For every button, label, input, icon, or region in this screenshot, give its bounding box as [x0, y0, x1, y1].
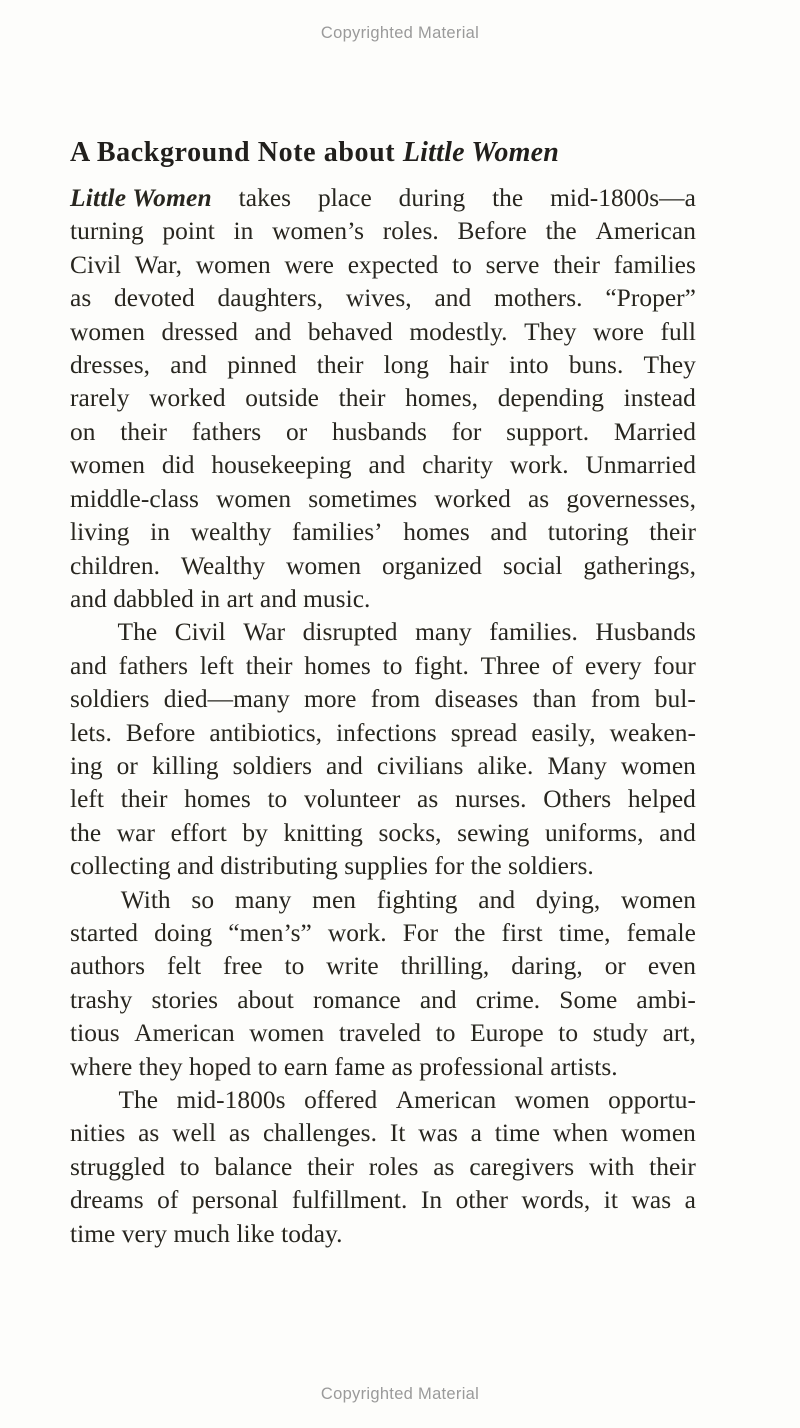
- word: women: [620, 751, 696, 780]
- text-line: [70, 1084, 696, 1117]
- inline-book-title: Little Women: [70, 184, 212, 213]
- word: study: [592, 1019, 648, 1048]
- word: support.: [506, 417, 590, 446]
- word: Before: [125, 718, 196, 747]
- word: as: [527, 484, 550, 513]
- word: ing: [70, 751, 103, 780]
- text-line: [70, 817, 696, 850]
- text-line: [70, 1218, 696, 1251]
- word: The: [117, 618, 158, 647]
- word: of: [551, 651, 574, 680]
- word: serve: [485, 250, 540, 279]
- word: and: [170, 351, 208, 380]
- word: wore: [592, 317, 644, 346]
- word: civilians: [376, 751, 464, 780]
- word: sewing: [457, 818, 530, 847]
- word: started: [70, 918, 139, 947]
- word: Some: [559, 985, 618, 1014]
- word: dying,: [535, 885, 601, 914]
- word: Before: [457, 217, 527, 246]
- paragraph-indent: [70, 1084, 100, 1117]
- word: their: [120, 785, 168, 814]
- word: organized: [381, 551, 483, 580]
- word: uniforms,: [545, 818, 644, 847]
- copyright-watermark-top: Copyrighted Material: [320, 24, 480, 42]
- word: nities: [70, 1119, 126, 1148]
- text-line: [70, 884, 696, 917]
- word: children.: [70, 551, 160, 580]
- word: than: [532, 685, 577, 714]
- paragraph-2: [70, 616, 696, 883]
- word: roles.: [382, 217, 439, 246]
- page-title-prefix: A Background Note about: [70, 137, 403, 168]
- word: Civil: [70, 250, 122, 279]
- text-line: [70, 282, 696, 315]
- word: on: [70, 417, 96, 446]
- word: time very much like today.: [70, 1219, 343, 1248]
- word: families.: [489, 618, 578, 647]
- word: a: [684, 1186, 696, 1215]
- word: nurses.: [454, 785, 527, 814]
- word: They: [524, 317, 577, 346]
- word: helped: [627, 785, 696, 814]
- word: living: [70, 518, 130, 547]
- word: their: [649, 518, 696, 547]
- word: their: [307, 1152, 354, 1181]
- word: Civil: [174, 618, 226, 647]
- word: Many: [547, 751, 607, 780]
- word: fathers: [118, 651, 189, 680]
- word: women: [620, 1119, 696, 1148]
- text-line: [70, 1017, 696, 1050]
- word: as: [433, 1152, 455, 1181]
- word: every: [584, 651, 642, 680]
- text-line: [70, 650, 696, 683]
- word: so: [191, 885, 215, 914]
- word: killing: [151, 751, 219, 780]
- word: stories: [151, 985, 219, 1014]
- word: With: [120, 885, 171, 914]
- word: tutoring: [547, 518, 629, 547]
- word: collecting and distributing supplies for the soldiers.: [70, 852, 594, 881]
- text-line: [70, 316, 696, 349]
- text-line: [70, 917, 696, 950]
- word: was: [418, 1119, 458, 1148]
- word: and: [490, 518, 528, 547]
- paragraph-4: [70, 1084, 696, 1251]
- word: the: [545, 217, 577, 246]
- word: to: [435, 1019, 456, 1048]
- word: and dabbled in art and music.: [70, 584, 371, 613]
- word: a: [470, 1119, 482, 1148]
- word: For: [402, 918, 439, 947]
- text-line: [70, 382, 696, 415]
- text-line: [70, 683, 696, 716]
- word: to: [267, 785, 288, 814]
- word: The: [118, 1086, 159, 1114]
- word: long: [383, 351, 429, 380]
- word: felt: [167, 952, 202, 981]
- word: women: [286, 551, 362, 580]
- word: in: [233, 217, 254, 246]
- word: disrupted: [302, 618, 398, 647]
- word: when: [552, 1119, 609, 1148]
- word: as: [70, 284, 92, 313]
- word: women: [70, 451, 145, 480]
- word: Europe: [470, 1019, 544, 1048]
- word: trashy: [70, 985, 133, 1014]
- word: homes: [304, 651, 371, 680]
- page-title: [70, 136, 696, 169]
- word: women: [195, 250, 271, 279]
- word: women: [249, 1019, 325, 1048]
- word: and: [659, 818, 696, 847]
- word: American: [395, 1086, 497, 1114]
- word: War: [243, 618, 286, 647]
- text-line: [70, 550, 696, 583]
- word: full: [660, 317, 696, 346]
- word: as: [138, 1119, 160, 1148]
- word: time: [494, 1119, 541, 1148]
- word: women: [70, 317, 145, 346]
- word: daring,: [511, 952, 583, 981]
- word: where they hoped to earn fame as professional artists.: [70, 1052, 618, 1081]
- text-line: [70, 483, 696, 516]
- word: to: [382, 651, 403, 680]
- word: dressed: [161, 317, 239, 346]
- word: socks,: [378, 818, 442, 847]
- word: struggled: [70, 1152, 165, 1181]
- text-line: [70, 850, 696, 883]
- word: effort: [170, 818, 227, 847]
- word: other: [455, 1186, 509, 1215]
- text-line: [70, 416, 696, 449]
- word: romance: [312, 985, 401, 1014]
- text-line: [70, 1117, 696, 1150]
- word: from: [590, 685, 641, 714]
- text-line: [70, 1051, 696, 1084]
- word: many: [415, 618, 472, 647]
- word: to: [179, 1152, 200, 1181]
- word: to: [284, 952, 305, 981]
- word: daughters,: [217, 284, 324, 313]
- word: American: [595, 217, 696, 246]
- word: In: [420, 1186, 443, 1215]
- word: or: [604, 952, 626, 981]
- word: or: [116, 751, 138, 780]
- word: governesses,: [566, 484, 696, 513]
- word: left: [199, 651, 234, 680]
- word: time,: [558, 918, 611, 947]
- word: from: [370, 685, 421, 714]
- word: soldiers: [232, 751, 313, 780]
- word: more: [304, 685, 357, 714]
- word: balance: [214, 1152, 293, 1181]
- word: bul-: [654, 685, 696, 714]
- word: housekeeping: [211, 451, 352, 480]
- text-line: [70, 783, 696, 816]
- word: fight.: [414, 651, 469, 680]
- word: worked: [149, 384, 226, 413]
- word: middle-class: [70, 484, 199, 513]
- word: tious: [70, 1019, 120, 1048]
- word: dresses,: [70, 351, 151, 380]
- word: by: [242, 818, 268, 847]
- word: Unmarried: [585, 451, 696, 480]
- word: women: [216, 484, 292, 513]
- word: and: [434, 284, 472, 313]
- word: devoted: [114, 284, 195, 313]
- text-line: [70, 616, 696, 649]
- word: traveled: [338, 1019, 422, 1048]
- word: homes: [403, 518, 470, 547]
- word: infections: [336, 718, 437, 747]
- word: homes,: [405, 384, 479, 413]
- word: families’: [291, 518, 383, 547]
- word: challenges.: [262, 1119, 378, 1148]
- word: turning: [70, 217, 144, 246]
- word: easily,: [531, 718, 596, 747]
- paragraph-1: [70, 182, 696, 616]
- text-line: [70, 1184, 696, 1217]
- word: place: [317, 184, 372, 213]
- word: even: [647, 952, 696, 981]
- word: art,: [662, 1019, 696, 1048]
- word: takes: [238, 184, 292, 213]
- word: diseases: [434, 685, 519, 714]
- word: mid-1800s: [176, 1086, 286, 1114]
- paragraph-indent: [70, 616, 100, 649]
- word: for: [451, 417, 482, 446]
- word: depending: [497, 384, 604, 413]
- word: offered: [304, 1086, 378, 1114]
- word: sometimes: [308, 484, 418, 513]
- word: mothers.: [494, 284, 583, 313]
- word: free: [222, 952, 263, 981]
- word: charity: [422, 451, 493, 480]
- word: was: [631, 1186, 672, 1215]
- word: female: [626, 918, 696, 947]
- word: “Proper”: [605, 284, 696, 313]
- word: fathers: [191, 417, 262, 446]
- word: mid-1800s—a: [550, 184, 696, 213]
- word: It: [389, 1119, 406, 1148]
- text-line: [70, 215, 696, 248]
- text-line: [70, 950, 696, 983]
- word: thrilling,: [400, 952, 490, 981]
- word: rarely: [70, 384, 130, 413]
- word: and: [478, 885, 516, 914]
- word: They: [643, 351, 696, 380]
- word: were: [284, 250, 334, 279]
- word: their: [338, 384, 386, 413]
- word: their: [649, 1152, 696, 1181]
- paragraph-indent: [70, 884, 100, 917]
- word: in: [150, 518, 171, 547]
- word: roles: [368, 1152, 419, 1181]
- word: volunteer: [303, 785, 401, 814]
- word: expected: [347, 250, 439, 279]
- word: and: [70, 651, 107, 680]
- word: modestly.: [409, 317, 508, 346]
- word: to: [558, 1019, 579, 1048]
- word: personal: [191, 1186, 279, 1215]
- word: women: [514, 1086, 590, 1114]
- word: point: [162, 217, 215, 246]
- word: War,: [134, 250, 182, 279]
- word: instead: [623, 384, 696, 413]
- text-line: [70, 349, 696, 382]
- word: men: [312, 885, 357, 914]
- word: ambi-: [636, 985, 696, 1014]
- word: social: [502, 551, 563, 580]
- word: Three: [480, 651, 541, 680]
- word: war: [116, 818, 155, 847]
- word: soldiers: [70, 685, 150, 714]
- page-title-book-name: Little Women: [402, 137, 559, 168]
- word: hair: [449, 351, 489, 380]
- paragraph-3: [70, 884, 696, 1084]
- word: behaved: [307, 317, 393, 346]
- body-text: [70, 182, 696, 1251]
- word: spread: [450, 718, 518, 747]
- word: homes: [184, 785, 251, 814]
- word: “men’s”: [228, 918, 312, 947]
- word: the: [492, 184, 524, 213]
- text-line: [70, 750, 696, 783]
- text-line: [70, 182, 696, 215]
- word: buns.: [568, 351, 624, 380]
- word: knitting: [283, 818, 363, 847]
- word: the: [454, 918, 486, 947]
- word: during: [398, 184, 466, 213]
- word: the: [70, 818, 102, 847]
- word: it: [603, 1186, 618, 1215]
- word: caregivers: [469, 1152, 575, 1181]
- word: crime.: [475, 985, 541, 1014]
- word: left: [70, 785, 105, 814]
- word: with: [588, 1152, 635, 1181]
- word: American: [134, 1019, 235, 1048]
- word: work.: [509, 451, 569, 480]
- word: and: [254, 317, 292, 346]
- word: outside: [245, 384, 319, 413]
- word: worked: [434, 484, 511, 513]
- word: about: [237, 985, 294, 1014]
- page-text-block: [70, 136, 696, 1251]
- word: gatherings,: [583, 551, 696, 580]
- text-line: [70, 984, 696, 1017]
- word: Husbands: [595, 618, 696, 647]
- copyright-watermark-bottom: Copyrighted Material: [320, 1385, 480, 1403]
- text-line: [70, 583, 696, 616]
- word: well: [172, 1119, 217, 1148]
- word: families: [613, 250, 696, 279]
- word: many: [234, 885, 292, 914]
- word: antibiotics,: [209, 718, 323, 747]
- word: their: [316, 351, 364, 380]
- word: women’s: [272, 217, 365, 246]
- word: wives,: [345, 284, 412, 313]
- word: first: [501, 918, 543, 947]
- text-line: [70, 516, 696, 549]
- word: pinned: [227, 351, 297, 380]
- word: into: [508, 351, 549, 380]
- word: fighting: [376, 885, 458, 914]
- word: to: [452, 250, 472, 279]
- word: alike.: [477, 751, 534, 780]
- word: fulfillment.: [291, 1186, 408, 1215]
- word: lets.: [70, 718, 112, 747]
- word: authors: [70, 952, 146, 981]
- word: or: [285, 417, 308, 446]
- word: women: [621, 885, 696, 914]
- word: and: [419, 985, 457, 1014]
- word: of: [157, 1186, 179, 1215]
- word: died—many: [163, 685, 290, 714]
- text-line: [70, 717, 696, 750]
- word: their: [245, 651, 293, 680]
- text-line: [70, 449, 696, 482]
- word: write: [326, 952, 379, 981]
- text-line: [70, 249, 696, 282]
- word: their: [120, 417, 168, 446]
- word: as: [417, 785, 439, 814]
- word: as: [228, 1119, 251, 1148]
- word: words,: [521, 1186, 591, 1215]
- word: work.: [327, 918, 387, 947]
- word: dreams: [70, 1186, 144, 1215]
- word: four: [653, 651, 696, 680]
- word: opportu-: [608, 1086, 696, 1114]
- word: their: [553, 250, 600, 279]
- word: did: [161, 451, 195, 480]
- word: Wealthy: [180, 551, 266, 580]
- word: doing: [154, 918, 213, 947]
- word: Others: [543, 785, 612, 814]
- word: and: [326, 751, 363, 780]
- word: Married: [613, 417, 696, 446]
- word: wealthy: [190, 518, 272, 547]
- text-line: [70, 1151, 696, 1184]
- word: husbands: [331, 417, 427, 446]
- word: weaken-: [609, 718, 696, 747]
- word: and: [368, 451, 406, 480]
